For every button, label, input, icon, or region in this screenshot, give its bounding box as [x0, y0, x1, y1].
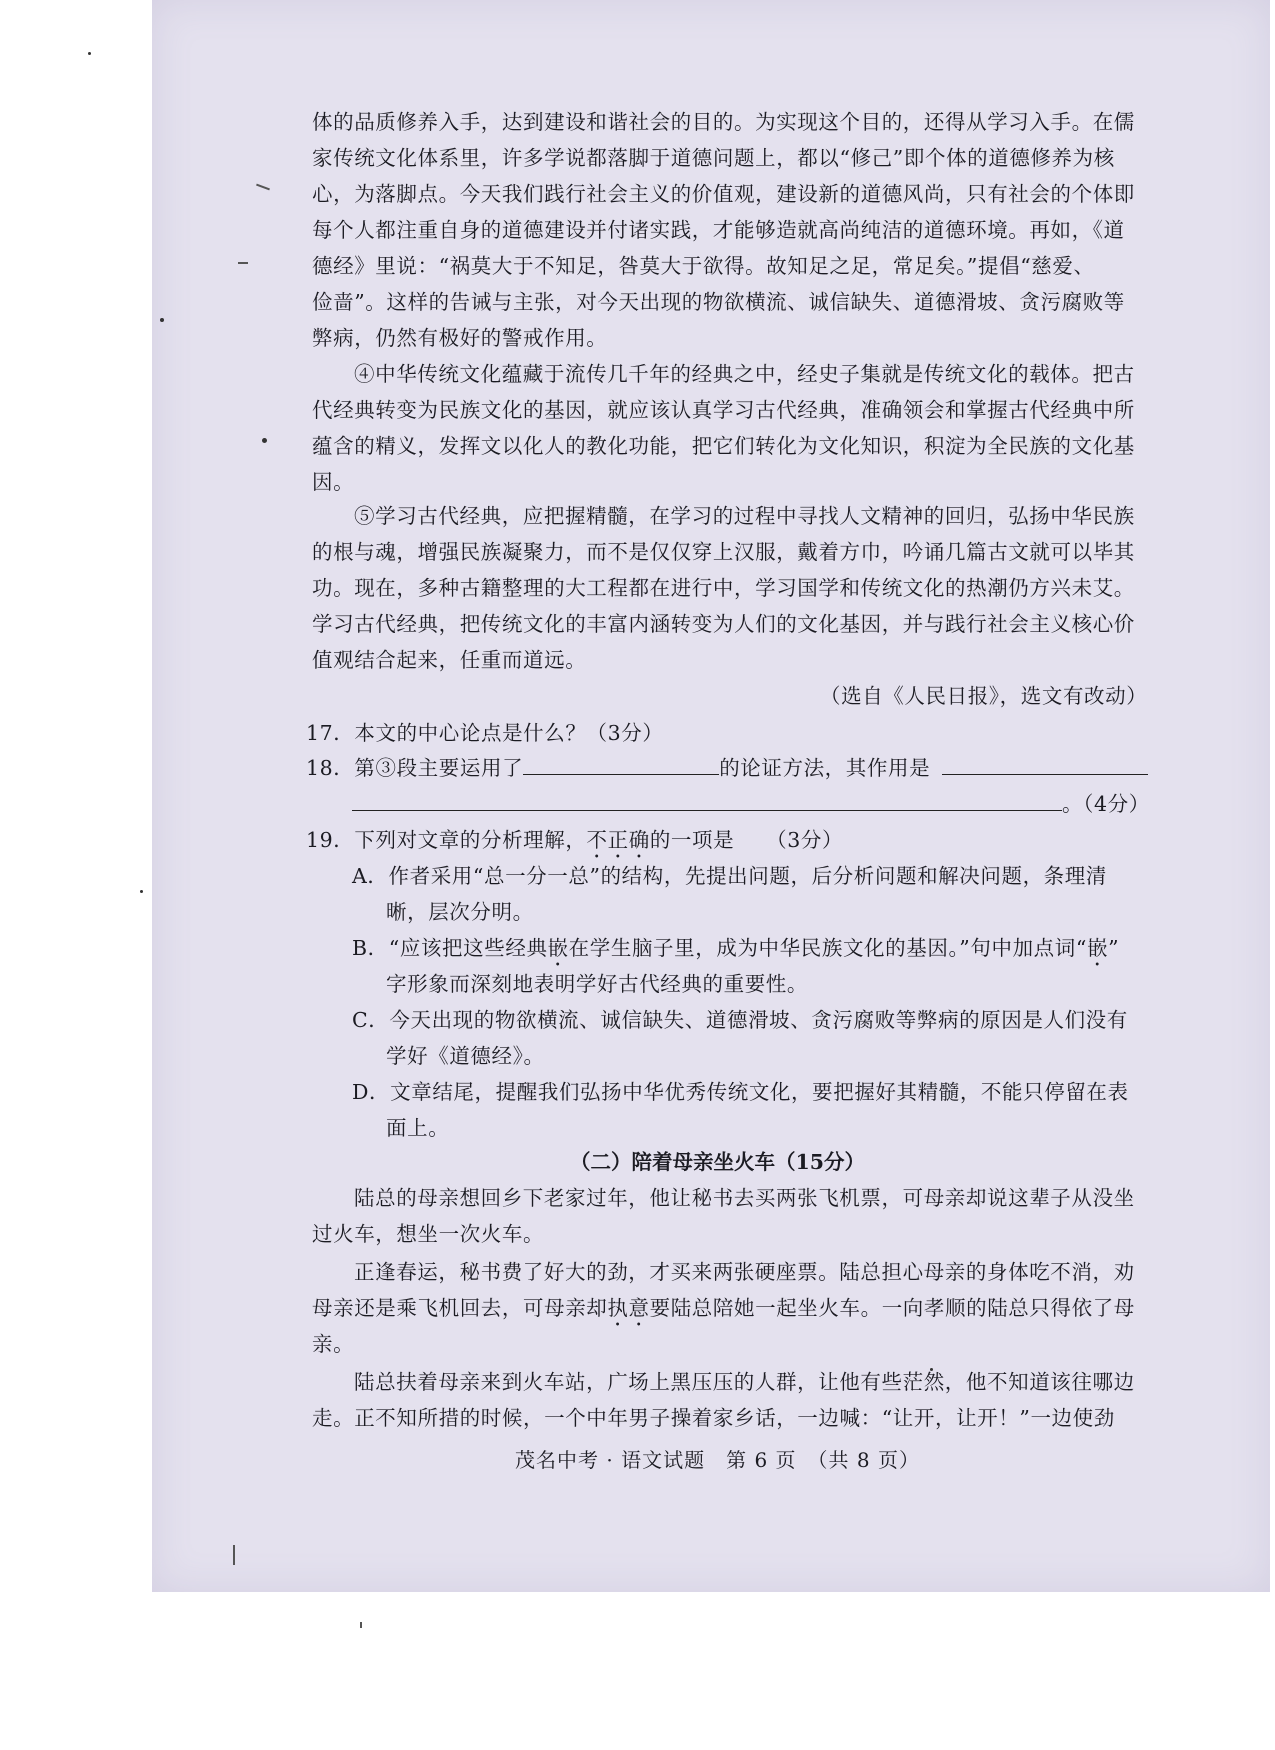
option-b[interactable]: [352, 930, 1119, 971]
option-b-emphasis-2: 嵌: [1086, 936, 1109, 960]
answer-blank-effect-cont[interactable]: [352, 788, 1062, 811]
scan-speck: [262, 438, 267, 443]
answer-blank-method[interactable]: [523, 752, 719, 775]
scan-speck: [88, 52, 91, 55]
option-b-text-mid: 在学生脑子里，成为中华民族文化的基因。”句中加点词“: [568, 936, 1087, 960]
scan-speck: [140, 890, 143, 893]
text-line: 弊病，仍然有极好的警戒作用。: [312, 326, 608, 350]
option-d-continued: 面上。: [386, 1116, 450, 1140]
question-18-prefix: 18．第③段主要运用了: [306, 756, 524, 780]
text-line: 的根与魂，增强民族凝聚力，而不是仅仅穿上汉服，戴着方巾，吟诵几篇古文就可以毕其: [312, 540, 1135, 564]
option-b-emphasis-1: 嵌: [547, 936, 569, 960]
question-18: [306, 750, 1148, 786]
text-line: 陆总的母亲想回乡下老家过年，他让秘书去买两张飞机票，可母亲却说这辈子从没坐: [354, 1186, 1135, 1210]
scan-mark: [238, 262, 248, 264]
question-19-prefix: 19．下列对文章的分析理解，: [306, 828, 587, 852]
text-span: 母亲还是乘飞机回去，可母亲却: [312, 1296, 608, 1320]
option-b-text: B．“应该把这些经典: [352, 936, 548, 960]
text-line: 因。: [312, 470, 355, 494]
text-line: 蕴含的精义，发挥文以化人的教化功能，把它们转化为文化知识，积淀为全民族的文化基: [312, 434, 1135, 458]
text-line: 家传统文化体系里，许多学说都落脚于道德问题上，都以“修己”即个体的道德修养为核: [312, 146, 1115, 170]
option-a-continued: 晰，层次分明。: [386, 900, 534, 924]
source-citation: （选自《人民日报》，选文有改动）: [820, 684, 1148, 708]
text-line: 功。现在，多种古籍整理的大工程都在进行中，学习国学和传统文化的热潮仍方兴未艾。: [312, 576, 1135, 600]
text-line: 亲。: [312, 1332, 355, 1356]
question-18-points: 。（4分）: [1062, 792, 1150, 816]
text-line: 正逢春运，秘书费了好大的劲，才买来两张硬座票。陆总担心母亲的身体吃不消，劝: [354, 1260, 1135, 1284]
text-line: 俭啬”。这样的告诫与主张，对今天出现的物欲横流、诚信缺失、道德滑坡、贪污腐败等: [312, 290, 1125, 314]
scan-speck: [160, 318, 164, 322]
question-19-suffix: 的一项是 （3分）: [649, 828, 844, 852]
text-line: ④中华传统文化蕴藏于流传几千年的经典之中，经史子集就是传统文化的载体。把古: [354, 362, 1135, 386]
question-19: [306, 822, 843, 863]
text-line: 代经典转变为民族文化的基因，就应该认真学习古代经典，准确领会和掌握古代经典中所: [312, 398, 1135, 422]
option-b-continued: 字形象而深刻地表明学好古代经典的重要性。: [386, 972, 808, 996]
question-18-mid: 的论证方法，其作用是: [719, 756, 931, 780]
text-line: 陆总扶着母亲来到火车站，广场上黑压压的人群，让他有些茫然，他不知道该往哪边: [354, 1370, 1135, 1394]
option-b-text-end: ”: [1108, 936, 1120, 960]
question-17: 17．本文的中心论点是什么？（3分）: [306, 721, 664, 745]
page-footer: 茂名中考 · 语文试题 第 6 页 （共 8 页）: [515, 1448, 920, 1472]
text-line: 过火车，想坐一次火车。: [312, 1222, 545, 1246]
text-line: 体的品质修养入手，达到建设和谐社会的目的。为实现这个目的，还得从学习入手。在儒: [312, 110, 1135, 134]
scan-mark: [360, 1622, 362, 1628]
scan-mark: [233, 1545, 235, 1565]
text-line: 德经》里说：“祸莫大于不知足，咎莫大于欲得。故知足之足，常足矣。”提倡“慈爱、: [312, 254, 1095, 278]
answer-blank-effect[interactable]: [942, 752, 1148, 775]
text-span: 要陆总陪她一起坐火车。一向孝顺的陆总只得依了母: [649, 1296, 1135, 1320]
text-line: 学习古代经典，把传统文化的丰富内涵转变为人们的文化基因，并与践行社会主义核心价: [312, 612, 1135, 636]
emphasis-word: 执意: [607, 1296, 650, 1320]
option-a[interactable]: A．作者采用“总一分一总”的结构，先提出问题，后分析问题和解决问题，条理清: [352, 864, 1107, 888]
text-line: 心，为落脚点。今天我们践行社会主义的价值观，建设新的道德风尚，只有社会的个体即: [312, 182, 1135, 206]
option-c-continued: 学好《道德经》。: [386, 1044, 545, 1068]
text-line: 走。正不知所措的时候，一个中年男子操着家乡话，一边喊：“让开，让开！”一边使劲: [312, 1406, 1115, 1430]
option-c[interactable]: C．今天出现的物欲横流、诚信缺失、道德滑坡、贪污腐败等弊病的原因是人们没有: [352, 1008, 1128, 1032]
option-d[interactable]: D．文章结尾，提醒我们弘扬中华优秀传统文化，要把握好其精髓，不能只停留在表: [352, 1080, 1129, 1104]
question-18-continuation: [352, 786, 1150, 822]
question-19-emphasis: 不正确: [586, 828, 650, 852]
text-line: 每个人都注重自身的道德建设并付诸实践，才能够造就高尚纯洁的道德环境。再如，《道: [312, 218, 1125, 242]
text-line: 值观结合起来，任重而道远。: [312, 648, 587, 672]
section-title: （二）陪着母亲坐火车（15分）: [569, 1150, 866, 1174]
text-line: ⑤学习古代经典，应把握精髓，在学习的过程中寻找人文精神的回归，弘扬中华民族: [354, 504, 1135, 528]
text-line: [312, 1290, 1162, 1331]
